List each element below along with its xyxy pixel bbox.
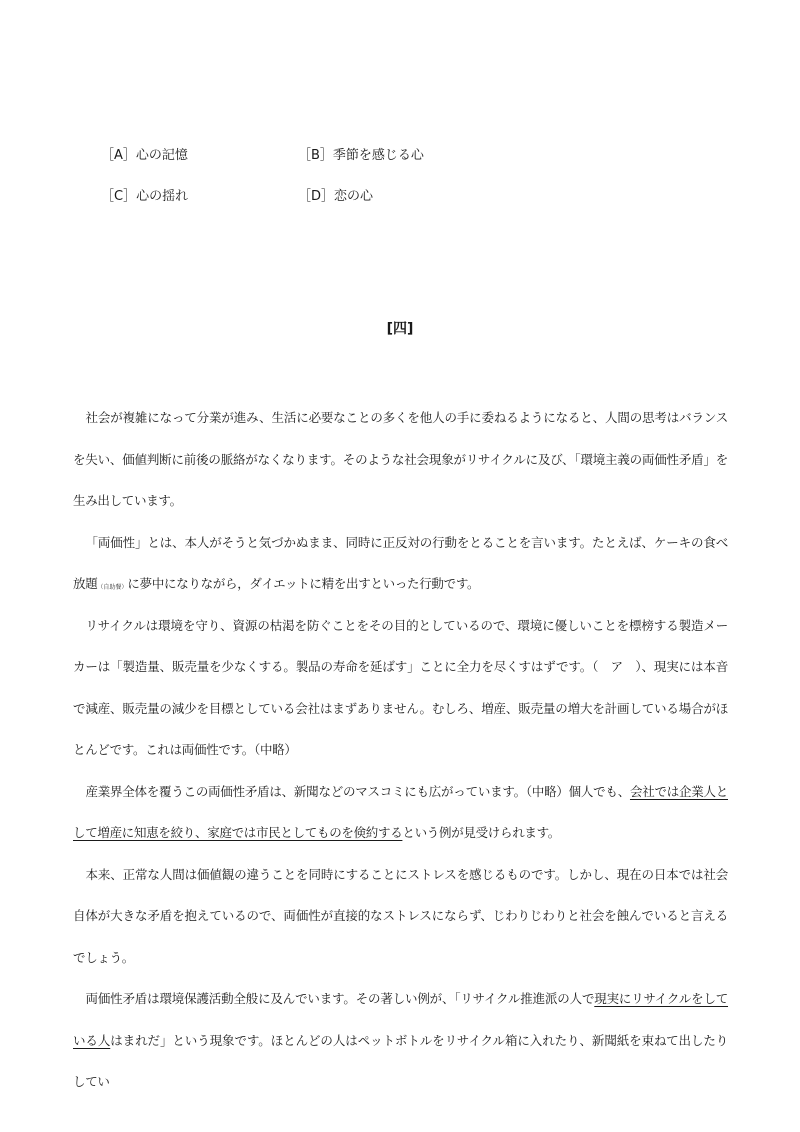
option-d: ［D］恋の心 (298, 189, 374, 204)
paragraph-5: 本来、正常な人間は価値観の違うことを同時にすることにストレスを感じるものです。しかし、現在の日本では社会自体が大きな矛盾を抱えているので、両価性が直接的なストレスにならず、じわりじわりと社会を蝕んでいると言えるでしょう。 (73, 866, 728, 965)
passage (73, 397, 728, 1103)
ruby-annotation: （自助餐） (97, 584, 128, 591)
option-c: ［C］心の揺れ (101, 189, 189, 204)
paragraph-6 (73, 978, 728, 1103)
paragraph-3: リサイクルは環境を守り、資源の枯渇を防ぐことをその目的としているので、環境に優しいことを標榜する製造メーカーは「製造量、販売量を少なくする。製品の寿命を延ばす」ことに全力を尽くすはずです。（ ア ）、現実には本音で減産、販売量の減少を目標としている会社はまずありません。むしろ、増産、販売量の増大を計画している場合がほとんどです。これは両価性です。（中略） (73, 617, 728, 757)
paragraph-4-text-a: 産業界全体を覆うこの両価性矛盾は、新聞などのマスコミにも広がっています。（中略）個人でも、 (85, 783, 630, 799)
paragraph-4 (73, 771, 728, 854)
option-b: ［B］季節を感じる心 (298, 148, 424, 163)
section-title: [四] (386, 321, 414, 337)
paragraph-6-text-b: はまれだ」という現象です。ほとんどの人はペットボトルをリサイクル箱に入れたり、新聞紙を束ねて出したりしてい (73, 1032, 728, 1089)
underlined-phrase-2: 現実にリサイクルをしている人 (73, 991, 729, 1048)
paragraph-2-text-a: 「両価性」とは、本人がそうと気づかぬまま、同時に正反対の行動をとることを言います。たとえば、ケーキの食べ放題 (73, 534, 728, 591)
paragraph-2 (73, 522, 728, 605)
option-a: ［A］心の記憶 (101, 148, 188, 163)
underlined-phrase-1: 会社では企業人として増産に知恵を絞り、家庭では市民としてものを倹約する (73, 783, 728, 840)
paragraph-1: 社会が複雑になって分業が進み、生活に必要なことの多くを他人の手に委ねるようになると、人間の思考はバランスを失い、価値判断に前後の脈絡がなくなります。そのような社会現象がリサイクルに及び、「環境主義の両価性矛盾」を生み出しています。 (73, 410, 728, 508)
paragraph-2-text-b: に夢中になりながら，ダイエットに精を出すといった行動です。 (127, 576, 480, 591)
paragraph-6-text-a: 両価性矛盾は環境保護活動全般に及んでいます。その著しい例が、「リサイクル推進派の人で (85, 991, 595, 1006)
paragraph-4-text-b: という例が見受けられます。 (402, 825, 561, 840)
